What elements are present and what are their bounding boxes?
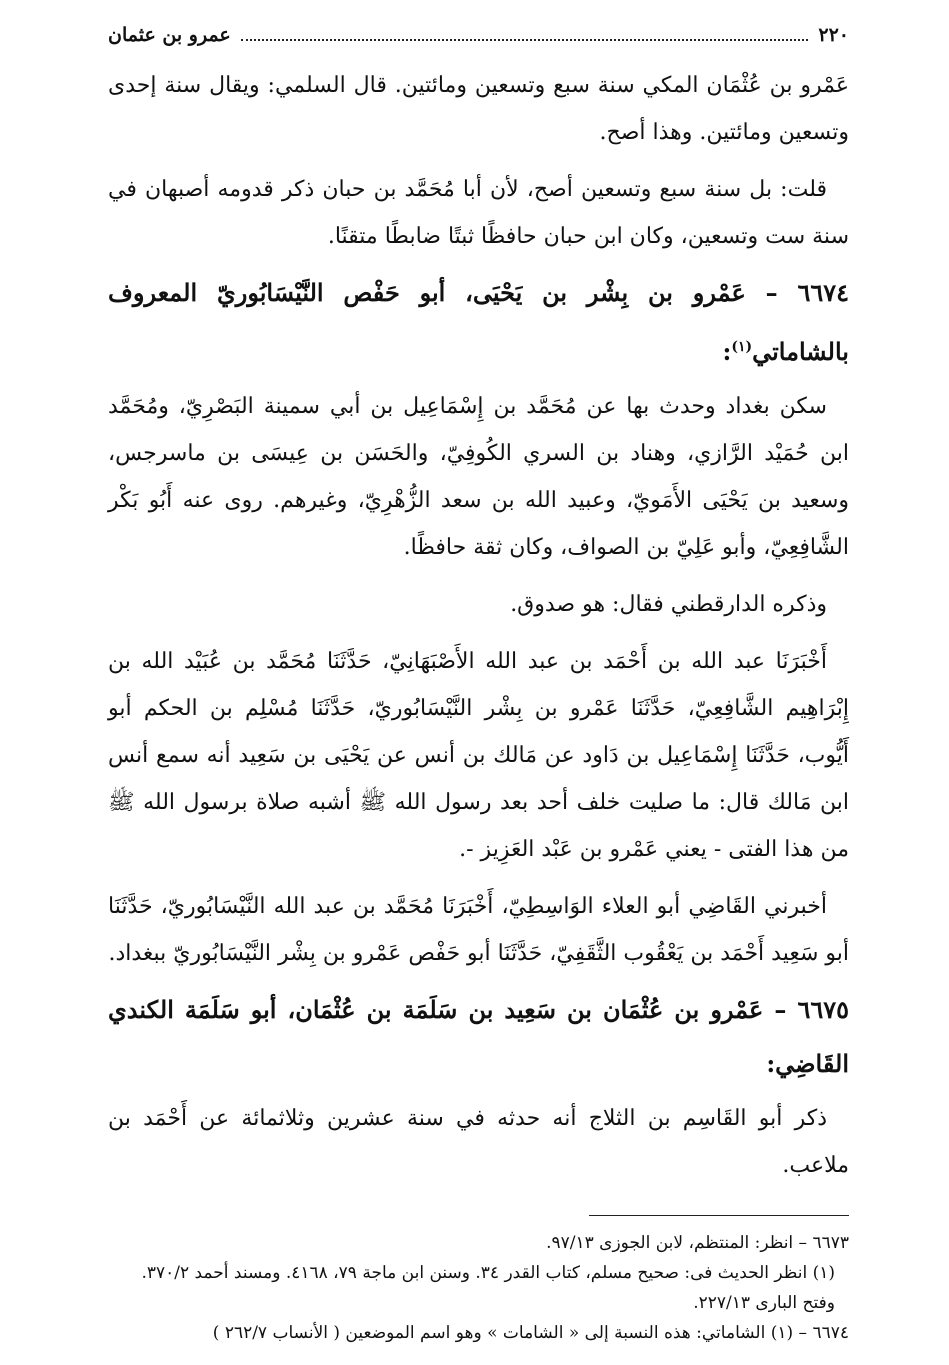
footnotes xyxy=(108,1228,849,1348)
entry-6674-colon: : xyxy=(722,337,732,366)
page-number: ٢٢٠ xyxy=(818,24,849,46)
header-dotted-leader xyxy=(241,39,809,41)
footnote-ref-1: (١) xyxy=(731,339,753,355)
footnote-6673: ٦٦٧٣ – انظر: المنتظم، لابن الجوزى ٩٧/١٣. xyxy=(546,1233,849,1253)
paragraph-5: أَخْبَرَنَا عبد الله بن أَحْمَد بن عبد الله الأَصْبَهَانِيّ، حَدَّثَنَا مُحَمَّد بن عُبَيْد الله بن إِبْرَاهِيم الشَّافِعِيّ، حَدَّثَنَا عَمْرو بن بِشْر النَّيْسَابُوريّ، حَدَّثَنَا مُسْلِم بن الحكم أبو أَيُّوب، حَدَّثَنَا إِسْمَاعِيل بن دَاود عن مَالك بن أنس عن يَحْيَى بن سَعِيد أنه سمع أنس ابن مَالك قال: ما صليت خلف أحد بعد رسول الله ﷺ أشبه صلاة برسول الله ﷺ من هذا الفتى - يعني عَمْرو بن عَبْد العَزِيز -. xyxy=(108,649,849,862)
entry-6675-title: ٦٦٧٥ – عَمْرو بن عُثْمَان بن سَعِيد بن سَلَمَة بن عُثْمَان، أبو سَلَمَة الكندي القَاضِي: xyxy=(108,995,849,1078)
paragraph-2: قلت: بل سنة سبع وتسعين أصح، لأن أبا مُحَمَّد بن حبان ذكر قدومه أصبهان في سنة ست وتسعين، وكان ابن حبان حافظًا ثبتًا ضابطًا متقنًا. xyxy=(108,177,849,249)
footnote-hadith-sources: (١) انظر الحديث فى: صحيح مسلم، كتاب القدر ٣٤. وسنن ابن ماجة ٧٩، ٤١٦٨. ومسند أحمد ٣٧٠/٢. وفتح البارى ٢٢٧/١٣. xyxy=(141,1263,835,1313)
paragraph-7: ذكر أبو القَاسِم بن الثلاج أنه حدثه في سنة عشرين وثلاثمائة عن أَحْمَد بن ملاعب. xyxy=(108,1106,849,1178)
paragraph-3: سكن بغداد وحدث بها عن مُحَمَّد بن إِسْمَاعِيل بن أبي سمينة البَصْرِيّ، ومُحَمَّد ابن حُمَيْد الرَّازي، وهناد بن السري الكُوفِيّ، والحَسَن بن عِيسَى بن ماسرجس، وسعيد بن يَحْيَى الأَمَويّ، وعبيد الله بن سعد الزُّهْرِيّ، وغيرهم. روى عنه أَبُو بَكْر الشَّافِعِيّ، وأبو عَلِيّ بن الصواف، وكان ثقة حافظًا. xyxy=(108,394,850,560)
paragraph-4: وذكره الدارقطني فقال: هو صدوق. xyxy=(510,592,827,617)
running-header xyxy=(108,24,849,62)
footnote-6674: ٦٦٧٤ – (١) الشاماتي: هذه النسبة إلى « الشامات » وهو اسم الموضعين ( الأنساب ٢٦٢/٧ ) xyxy=(212,1323,849,1343)
entry-6674-heading: ٦٦٧٤ – عَمْرو بن بِشْر بن يَحْيَى، أبو حَفْص النَّيْسَابُوريّ المعروف بالشاماتي xyxy=(108,278,849,366)
paragraph-1: عَمْرو بن عُثْمَان المكي سنة سبع وتسعين ومائتين. قال السلمي: ويقال سنة إحدى وتسعين ومائتين. وهذا أصح. xyxy=(108,73,849,145)
footnote-separator xyxy=(589,1215,849,1216)
entry-6674-title xyxy=(108,266,849,379)
running-title: عمرو بن عثمان xyxy=(108,24,231,46)
paragraph-6: أخبرني القَاضِي أبو العلاء الوَاسِطِيّ، أَخْبَرَنَا مُحَمَّد بن عبد الله النَّيْسَابُوريّ، حَدَّثَنَا أبو سَعِيد أَحْمَد بن يَعْقُوب الثَّقَفِيّ، حَدَّثَنَا أبو حَفْص عَمْرو بن بِشْر النَّيْسَابُوريّ ببغداد. xyxy=(108,894,849,966)
